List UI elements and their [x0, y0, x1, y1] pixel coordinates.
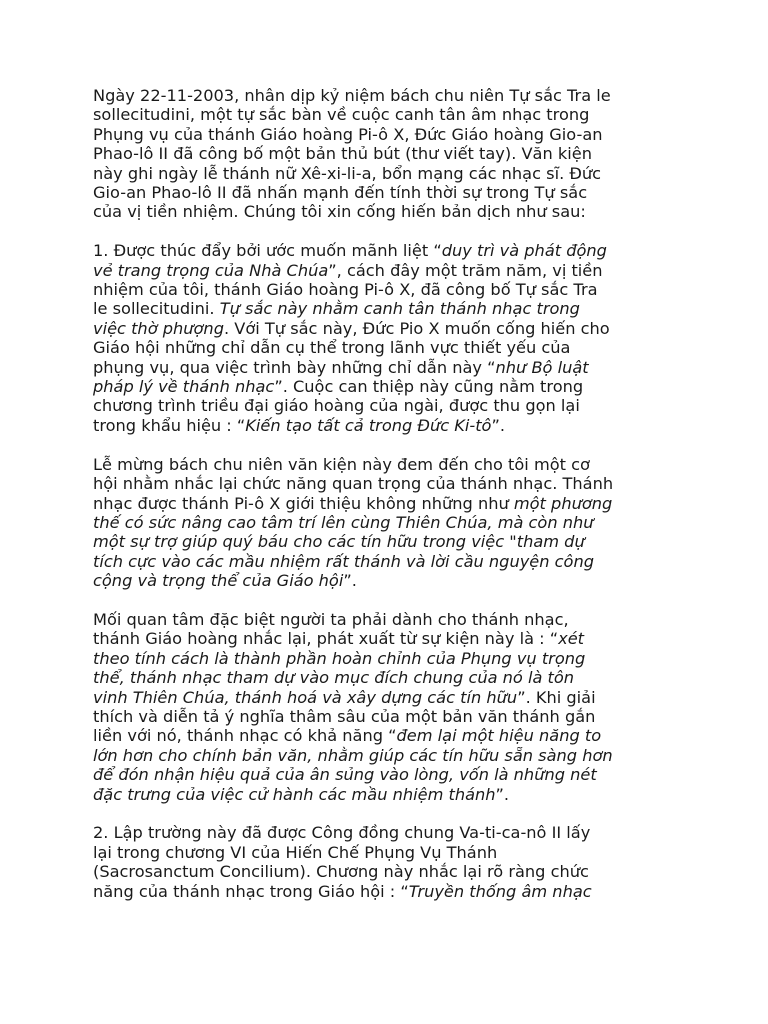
text-line: [93, 455, 693, 474]
text-line: [93, 785, 693, 804]
italic-text: cộng và trọng thể của Giáo hội: [93, 571, 344, 591]
italic-text: Truyền thống âm nhạc: [408, 881, 592, 901]
text-segment: . Với Tự sắc này, Đức Pio X muốn cống hiến cho: [223, 318, 610, 338]
text-line: [93, 105, 693, 124]
text-segment: Ngày 22-11-2003, nhân dịp kỷ niệm bách chu niên Tự sắc Tra le: [93, 86, 611, 105]
italic-text: xét: [558, 629, 585, 649]
text-segment: phụng vụ, qua việc trình bày những chỉ dẫn này “: [93, 357, 496, 377]
text-line: [93, 746, 693, 765]
italic-text: thể, thánh nhạc tham dự vào mục đích chung của nó là tôn: [93, 668, 575, 688]
text-line: [93, 726, 693, 745]
text-line: [93, 86, 693, 105]
text-segment: năng của thánh nhạc trong Giáo hội : “: [93, 881, 409, 901]
text-line: [93, 513, 693, 532]
text-line: [93, 765, 693, 784]
text-line: [93, 688, 693, 707]
text-line: [93, 474, 693, 493]
text-segment: thánh Giáo hoàng nhắc lại, phát xuất từ sự kiện này là : “: [93, 629, 559, 649]
text-segment: Phụng vụ của thánh Giáo hoàng Pi-ô X, Đức Giáo hoàng Gio-an: [93, 124, 603, 144]
text-segment: le sollecitudini.: [93, 299, 220, 319]
text-segment: nhạc được thánh Pi-ô X giới thiệu không những như: [93, 493, 514, 513]
text-line: [93, 862, 693, 881]
text-segment: ”.: [491, 415, 505, 435]
text-segment: Gio-an Phao-lô II đã nhấn mạnh đến tính thời sự trong Tự sắc: [93, 183, 588, 203]
italic-text: theo tính cách là thành phần hoàn chỉnh của Phụng vụ trọng: [93, 648, 586, 668]
text-line: [93, 202, 693, 221]
italic-text: đặc trưng của việc cử hành các mầu nhiệm thánh: [93, 784, 496, 804]
text-line: [93, 571, 693, 590]
text-line: [93, 396, 693, 415]
text-line: [93, 823, 693, 842]
text-segment: chương trình triều đại giáo hoàng của ngài, được thu gọn lại: [93, 396, 580, 416]
text-line: [93, 843, 693, 862]
text-segment: 1. Được thúc đẩy bởi ước muốn mãnh liệt “: [93, 241, 442, 261]
italic-text: Tự sắc này nhằm canh tân thánh nhạc trong: [219, 299, 580, 319]
text-line: [93, 241, 693, 260]
text-line: [93, 416, 693, 435]
text-line: [93, 494, 693, 513]
italic-text: việc thờ phượng: [93, 318, 224, 338]
text-segment: hội nhằm nhắc lại chức năng quan trọng của thánh nhạc. Thánh: [93, 474, 614, 494]
text-segment: Giáo hội những chỉ dẫn cụ thể trong lãnh vực thiết yếu của: [93, 338, 571, 358]
italic-text: thế có sức nâng cao tâm trí lên cùng Thiên Chúa, mà còn như: [93, 512, 594, 532]
text-line: [93, 319, 693, 338]
italic-text: như Bộ luật: [495, 357, 589, 377]
text-segment: ”. Khi giải: [517, 687, 596, 707]
document-page: [93, 86, 693, 920]
text-line: [93, 532, 693, 551]
italic-text: để đón nhận hiệu quả của ân sủng vào lòng, vốn là những nét: [93, 765, 597, 785]
italic-text: vinh Thiên Chúa, thánh hoá và xây dựng các tín hữu: [93, 687, 518, 707]
text-line: [93, 552, 693, 571]
text-segment: 2. Lập trường này đã được Công đồng chung Va-ti-ca-nô II lấy: [93, 823, 591, 843]
text-segment: Mối quan tâm đặc biệt người ta phải dành cho thánh nhạc,: [93, 609, 569, 629]
italic-text: pháp lý về thánh nhạc: [93, 377, 275, 397]
paragraph-1: [93, 86, 693, 222]
text-segment: ”.: [343, 571, 357, 591]
text-segment: liền với nó, thánh nhạc có khả năng “: [93, 726, 397, 746]
text-line: [93, 358, 693, 377]
text-line: [93, 261, 693, 280]
text-line: [93, 338, 693, 357]
text-segment: (Sacrosanctum Concilium). Chương này nhắc lại rõ ràng chức: [93, 862, 589, 882]
text-segment: sollecitudini, một tự sắc bàn về cuộc canh tân âm nhạc trong: [93, 105, 590, 125]
italic-text: tích cực vào các mầu nhiệm rất thánh và lời cầu nguyện công: [93, 551, 594, 571]
text-line: [93, 707, 693, 726]
text-line: [93, 125, 693, 144]
text-segment: nhiệm của tôi, thánh Giáo hoàng Pi-ô X, đã công bố Tự sắc Tra: [93, 280, 598, 300]
text-line: [93, 649, 693, 668]
text-line: [93, 668, 693, 687]
text-line: [93, 280, 693, 299]
text-segment: lại trong chương VI của Hiến Chế Phụng Vụ Thánh: [93, 842, 498, 862]
italic-text: vẻ trang trọng của Nhà Chúa: [93, 260, 329, 280]
text-segment: Lễ mừng bách chu niên văn kiện này đem đến cho tôi một cơ: [93, 454, 590, 474]
paragraph-4: [93, 610, 693, 804]
text-line: [93, 610, 693, 629]
text-line: [93, 183, 693, 202]
text-segment: của vị tiền nhiệm. Chúng tôi xin cống hiến bản dịch như sau:: [93, 202, 586, 222]
italic-text: lớn hơn cho chính bản văn, nhằm giúp các tín hữu sẵn sàng hơn: [93, 745, 613, 765]
text-line: [93, 377, 693, 396]
text-segment: thích và diễn tả ý nghĩa thâm sâu của một bản văn thánh gắn: [93, 706, 596, 726]
text-segment: này ghi ngày lễ thánh nữ Xê-xi-li-a, bổn mạng các nhạc sĩ. Đức: [93, 163, 602, 183]
italic-text: đem lại một hiệu năng to: [396, 726, 602, 746]
italic-text: Kiến tạo tất cả trong Đức Ki-tô: [245, 415, 492, 435]
text-segment: ”. Cuộc can thiệp này cũng nằm trong: [274, 377, 584, 397]
text-line: [93, 882, 693, 901]
paragraph-5: [93, 823, 693, 901]
text-line: [93, 164, 693, 183]
text-segment: trong khẩu hiệu : “: [93, 415, 246, 435]
italic-text: một phương: [513, 493, 613, 513]
text-segment: ”, cách đây một trăm năm, vị tiền: [328, 260, 603, 280]
italic-text: một sự trợ giúp quý báu cho các tín hữu trong việc "tham dự: [93, 532, 585, 552]
text-segment: Phao-lô II đã công bố một bản thủ bút (thư viết tay). Văn kiện: [93, 144, 592, 164]
paragraph-3: [93, 455, 693, 591]
text-line: [93, 299, 693, 318]
italic-text: duy trì và phát động: [441, 241, 607, 261]
text-line: [93, 144, 693, 163]
text-line: [93, 629, 693, 648]
text-segment: ”.: [495, 784, 510, 804]
paragraph-2: [93, 241, 693, 435]
